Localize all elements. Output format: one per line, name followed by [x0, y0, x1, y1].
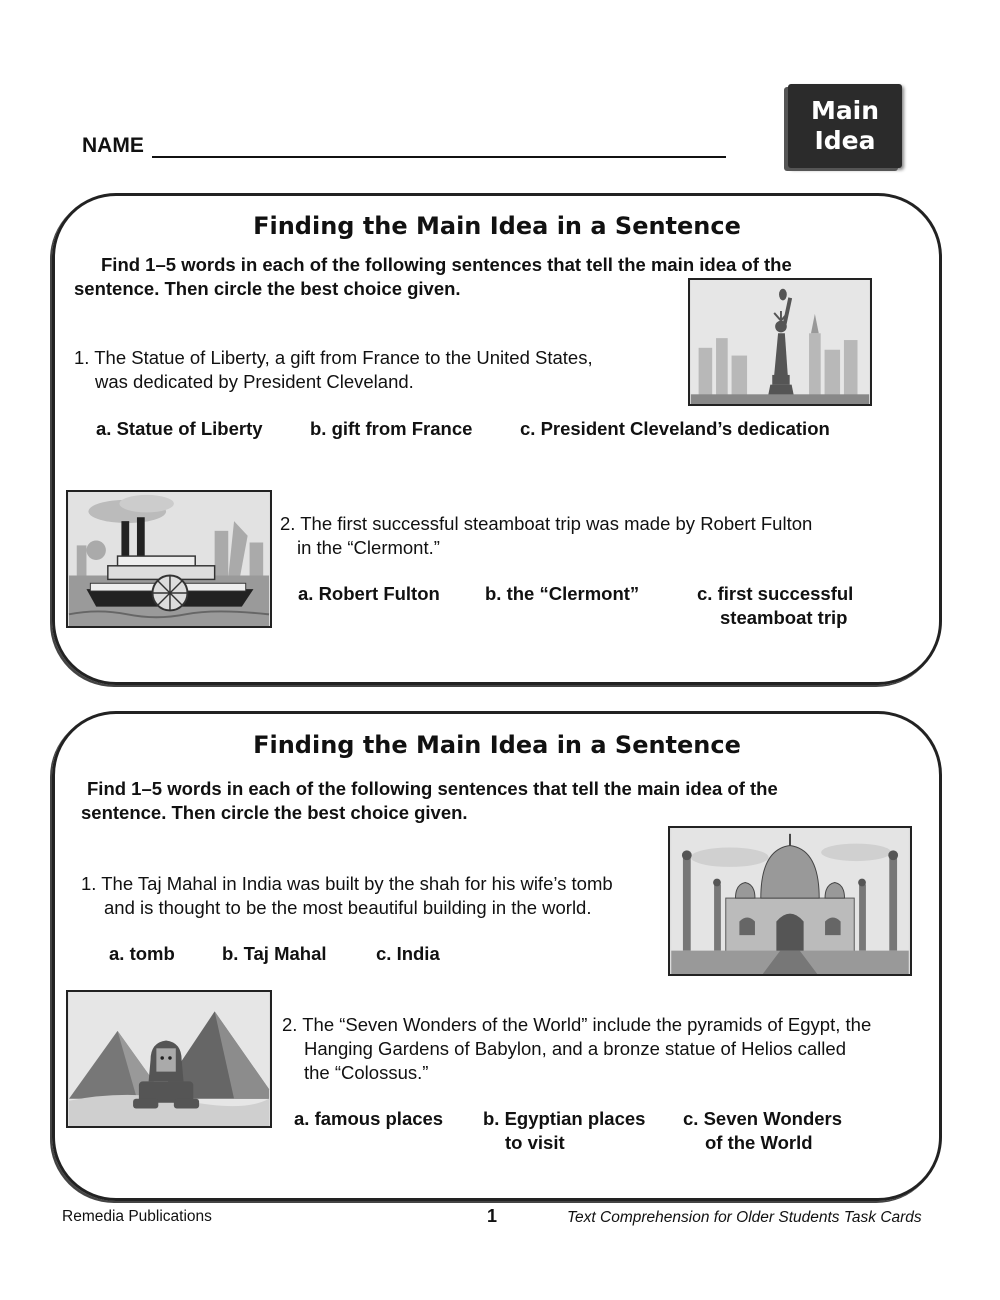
page-number: 1 — [487, 1206, 498, 1226]
instructions-line-1: Find 1–5 words in each of the following sentences that tell the main idea of the — [87, 778, 778, 799]
pyramids-sphinx-image — [66, 990, 272, 1128]
question-2-line-3: the “Colossus.” — [304, 1062, 429, 1083]
instructions-line-2: sentence. Then circle the best choice given. — [74, 278, 461, 299]
choice-2c-line-2: of the World — [705, 1132, 813, 1153]
question-2-line-1: 2. The “Seven Wonders of the World” include the pyramids of Egypt, the — [282, 1014, 872, 1035]
choice-2c-line-1: c. Seven Wonders — [683, 1108, 843, 1129]
footer-book-title: Text Comprehension for Older Students Task Cards — [567, 1209, 922, 1226]
question-1-line-1: 1. The Taj Mahal in India was built by the shah for his wife’s tomb — [81, 873, 613, 894]
question-2-line-1: 2. The first successful steamboat trip was made by Robert Fulton — [280, 513, 813, 534]
choice-2c-line-1: c. first successful — [697, 583, 854, 604]
question-2-line-2: in the “Clermont.” — [297, 537, 440, 558]
choice-1a[interactable]: a. Statue of Liberty — [96, 418, 263, 439]
card-title: Finding the Main Idea in a Sentence — [253, 212, 741, 240]
choice-1b[interactable]: b. Taj Mahal — [222, 943, 327, 964]
choice-2b-line-1: b. Egyptian places — [483, 1108, 646, 1129]
statue-of-liberty-image — [688, 278, 872, 406]
choice-2a[interactable]: a. Robert Fulton — [298, 583, 440, 604]
footer-publisher: Remedia Publications — [62, 1208, 212, 1225]
choice-1c[interactable]: c. President Cleveland’s dedication — [520, 418, 830, 439]
main-idea-tag — [788, 84, 902, 168]
choice-1c[interactable]: c. India — [376, 943, 440, 964]
choice-2c[interactable] — [697, 582, 853, 630]
steamboat-image — [66, 490, 272, 628]
instructions-line-2: sentence. Then circle the best choice given. — [81, 802, 468, 823]
taj-mahal-image — [668, 826, 912, 976]
instructions-line-1: Find 1–5 words in each of the following sentences that tell the main idea of the — [101, 254, 792, 275]
choice-2b[interactable] — [483, 1107, 645, 1155]
tag-line-1: Main — [810, 96, 880, 125]
choice-1a[interactable]: a. tomb — [109, 943, 175, 964]
choice-2c[interactable] — [683, 1107, 842, 1155]
name-label: NAME — [82, 134, 144, 157]
choice-2c-line-2: steamboat trip — [720, 607, 848, 628]
card-title: Finding the Main Idea in a Sentence — [253, 731, 741, 759]
question-2-line-2: Hanging Gardens of Babylon, and a bronze statue of Helios called — [304, 1038, 846, 1059]
choice-2a[interactable]: a. famous places — [294, 1108, 444, 1129]
choice-2b-line-2: to visit — [505, 1132, 565, 1153]
question-1-line-1: 1. The Statue of Liberty, a gift from France to the United States, — [74, 347, 593, 368]
name-field-line[interactable] — [152, 156, 726, 158]
question-1-line-2: was dedicated by President Cleveland. — [95, 371, 414, 392]
question-1-line-2: and is thought to be the most beautiful building in the world. — [104, 897, 592, 918]
choice-1b[interactable]: b. gift from France — [310, 418, 473, 439]
tag-line-2: Idea — [814, 126, 876, 155]
choice-2b[interactable]: b. the “Clermont” — [485, 583, 640, 604]
